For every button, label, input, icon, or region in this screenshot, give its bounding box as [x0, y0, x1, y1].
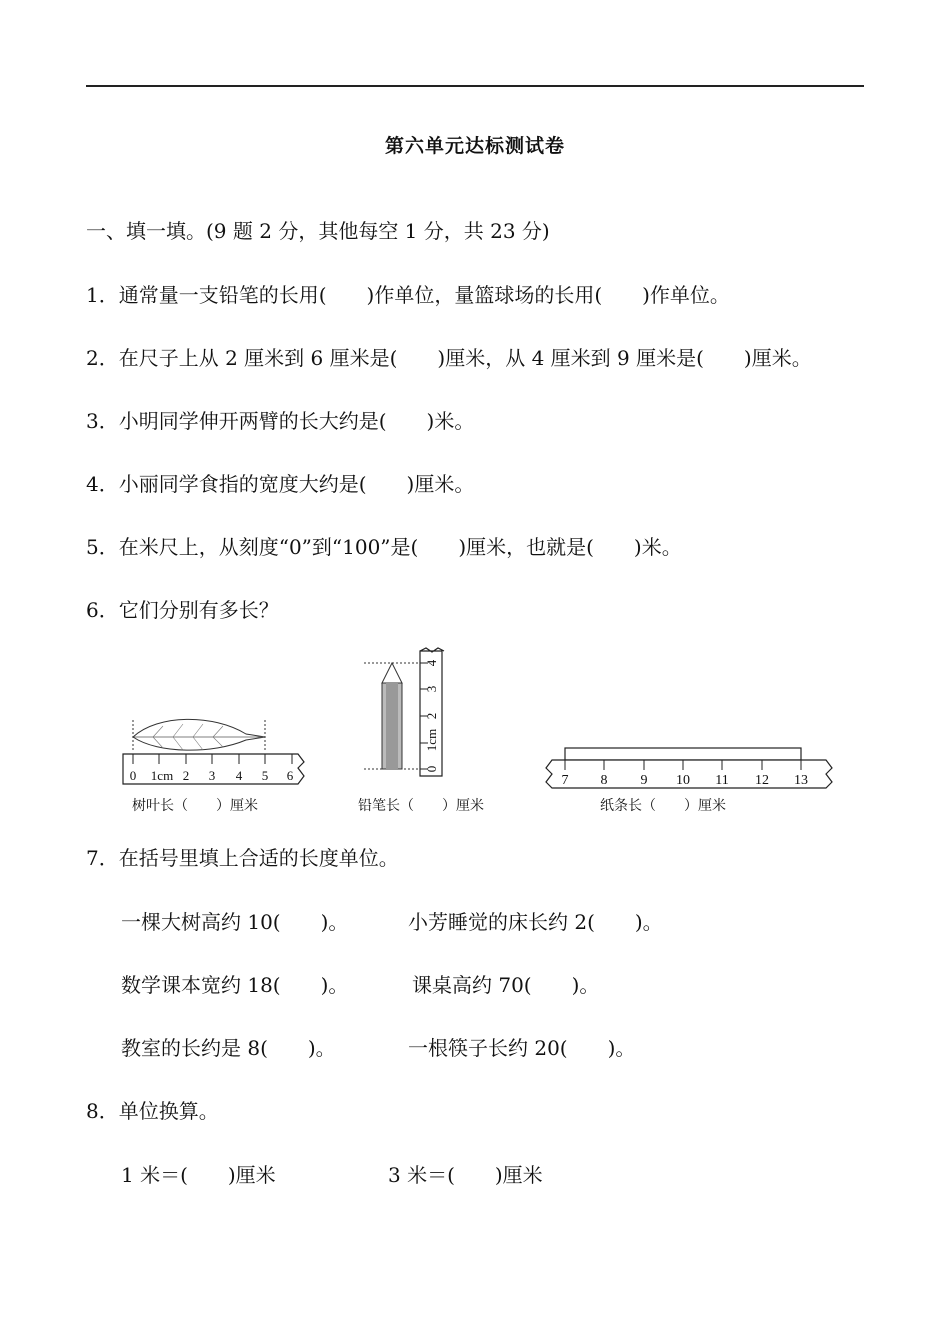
strip-tick-label: 13 — [794, 773, 808, 788]
leaf-tick-label: 0 — [129, 768, 137, 783]
question-2: 2．在尺子上从 2 厘米到 6 厘米是( )厘米，从 4 厘米到 9 厘米是( )厘米。 — [86, 346, 812, 370]
q8-item: 1 米＝( )厘米 — [121, 1163, 276, 1187]
leaf-tick-label: 5 — [261, 768, 269, 783]
pencil-shape — [382, 663, 402, 769]
pencil-tick-label: 4 — [424, 659, 439, 667]
pencil-tick-label: 3 — [424, 685, 439, 693]
q7-item: 课桌高约 70( )。 — [412, 973, 600, 997]
question-7: 7．在括号里填上合适的长度单位。 — [86, 846, 399, 870]
leaf-shape — [133, 719, 265, 750]
q8-item: 3 米＝( )厘米 — [388, 1163, 543, 1187]
pencil-ruler-figure — [360, 645, 460, 780]
strip-tick-label: 8 — [600, 773, 608, 788]
question-5: 5．在米尺上，从刻度“0”到“100”是( )厘米，也就是( )米。 — [86, 535, 682, 559]
question-4: 4．小丽同学食指的宽度大约是( )厘米。 — [86, 472, 475, 496]
strip-caption: 纸条长（ ）厘米 — [600, 798, 726, 814]
page-title: 第六单元达标测试卷 — [384, 135, 565, 157]
leaf-ruler-figure — [118, 712, 318, 788]
leaf-tick-label: 3 — [208, 768, 216, 783]
leaf-tick-label: 2 — [182, 768, 190, 783]
question-3: 3．小明同学伸开两臂的长大约是( )米。 — [86, 409, 475, 433]
leaf-tick-label: 6 — [286, 768, 294, 783]
leaf-caption: 树叶长（ ）厘米 — [132, 798, 258, 814]
question-1: 1．通常量一支铅笔的长用( )作单位，量篮球场的长用( )作单位。 — [86, 283, 730, 307]
leaf-tick-label: 1cm — [150, 768, 174, 783]
pencil-tick-label: 0 — [424, 765, 439, 773]
q7-item: 教室的长约是 8( )。 — [121, 1036, 336, 1060]
q7-item: 数学课本宽约 18( )。 — [121, 973, 349, 997]
question-8: 8．单位换算。 — [86, 1099, 219, 1123]
strip-tick-label: 12 — [755, 773, 769, 788]
q7-item: 一棵大树高约 10( )。 — [121, 910, 349, 934]
strip-tick-label: 11 — [715, 773, 729, 788]
strip-tick-label: 10 — [676, 773, 690, 788]
strip-tick-label: 7 — [561, 773, 569, 788]
pencil-caption: 铅笔长（ ）厘米 — [358, 798, 484, 814]
section-heading: 一、填一填。(9 题 2 分，其他每空 1 分，共 23 分) — [86, 219, 550, 243]
pencil-tick-label: 2 — [424, 712, 439, 720]
strip-ruler-figure — [538, 742, 838, 792]
paper-strip — [565, 748, 801, 760]
question-6: 6．它们分别有多长？ — [86, 598, 279, 622]
pencil-tick-label: 1cm — [424, 728, 439, 752]
strip-tick-label: 9 — [640, 773, 648, 788]
q7-item: 小芳睡觉的床长约 2( )。 — [408, 910, 663, 934]
leaf-tick-label: 4 — [235, 768, 243, 783]
header-rule — [86, 85, 864, 87]
q7-item: 一根筷子长约 20( )。 — [408, 1036, 636, 1060]
